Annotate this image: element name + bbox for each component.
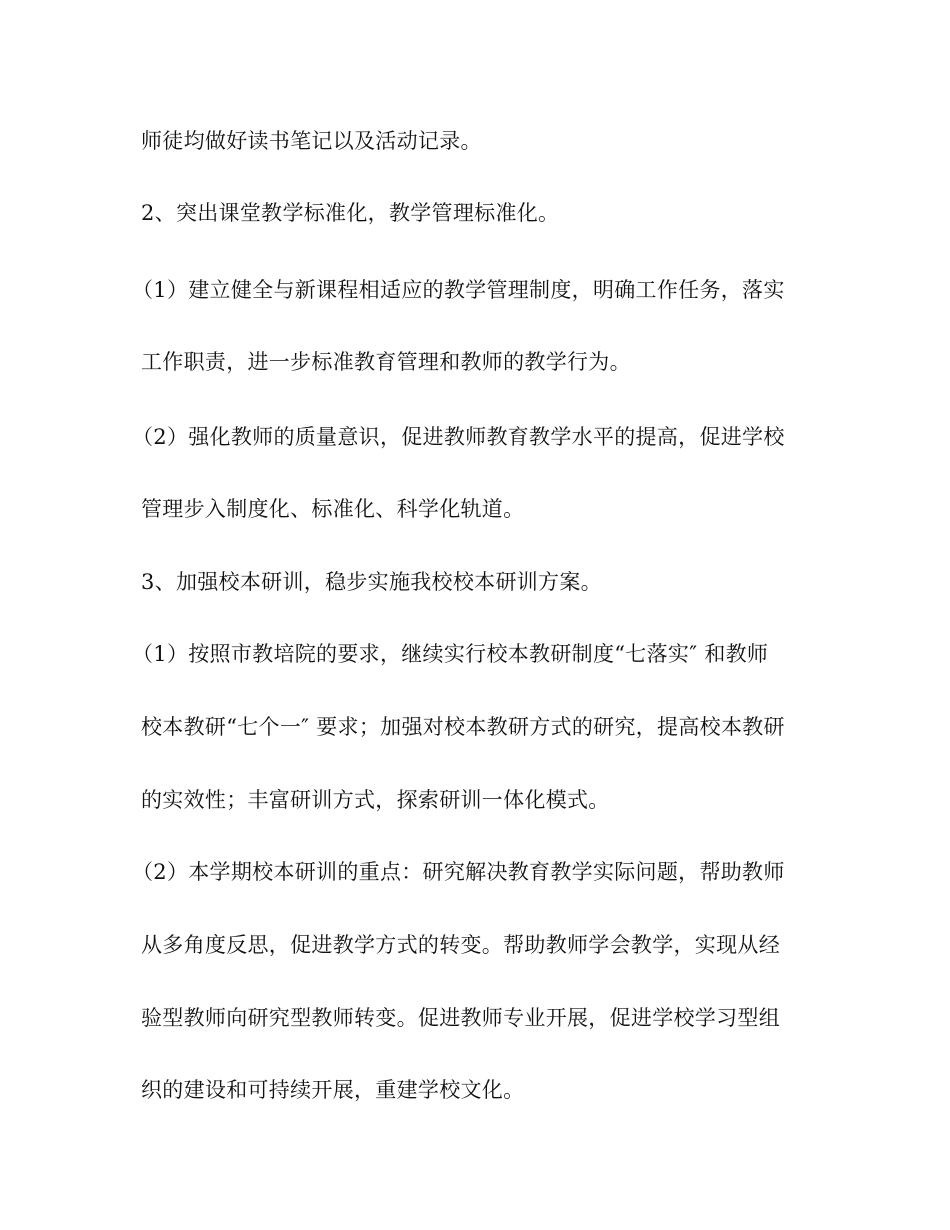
- text-line: 工作职责，进一步标准教育管理和教师的教学行为。: [141, 350, 631, 374]
- text-line: 校本教研“七个一″ 要求；加强对校本教研方式的研究，提高校本教研: [141, 715, 785, 739]
- text-line: 织的建设和可持续开展，重建学校文化。: [141, 1078, 525, 1102]
- section-heading: 2、突出课堂教学标准化，教学管理标准化。: [141, 201, 560, 225]
- text-line: 从多角度反思，促进教学方式的转变。帮助教师学会教学，实现从经: [141, 933, 780, 957]
- text-line: 师徒均做好读书笔记以及活动记录。: [141, 129, 482, 153]
- text-line: （1）建立健全与新课程相适应的教学管理制度，明确工作任务，落实: [132, 278, 785, 302]
- text-line: （2）本学期校本研训的重点：研究解决教育教学实际问题，帮助教师: [132, 860, 785, 884]
- text-line: （2）强化教师的质量意识，促进教师教育教学水平的提高，促进学校: [132, 425, 785, 449]
- text-line: 管理步入制度化、标准化、科学化轨道。: [141, 497, 525, 521]
- section-heading: 3、加强校本研训，稳步实施我校校本研训方案。: [141, 570, 602, 594]
- text-line: 验型教师向研究型教师转变。促进教师专业开展，促进学校学习型组: [141, 1006, 780, 1030]
- text-line: （1）按照市教培院的要求，继续实行校本教研制度“七落实″ 和教师: [132, 642, 769, 666]
- text-line: 的实效性；丰富研训方式，探索研训一体化模式。: [141, 788, 610, 812]
